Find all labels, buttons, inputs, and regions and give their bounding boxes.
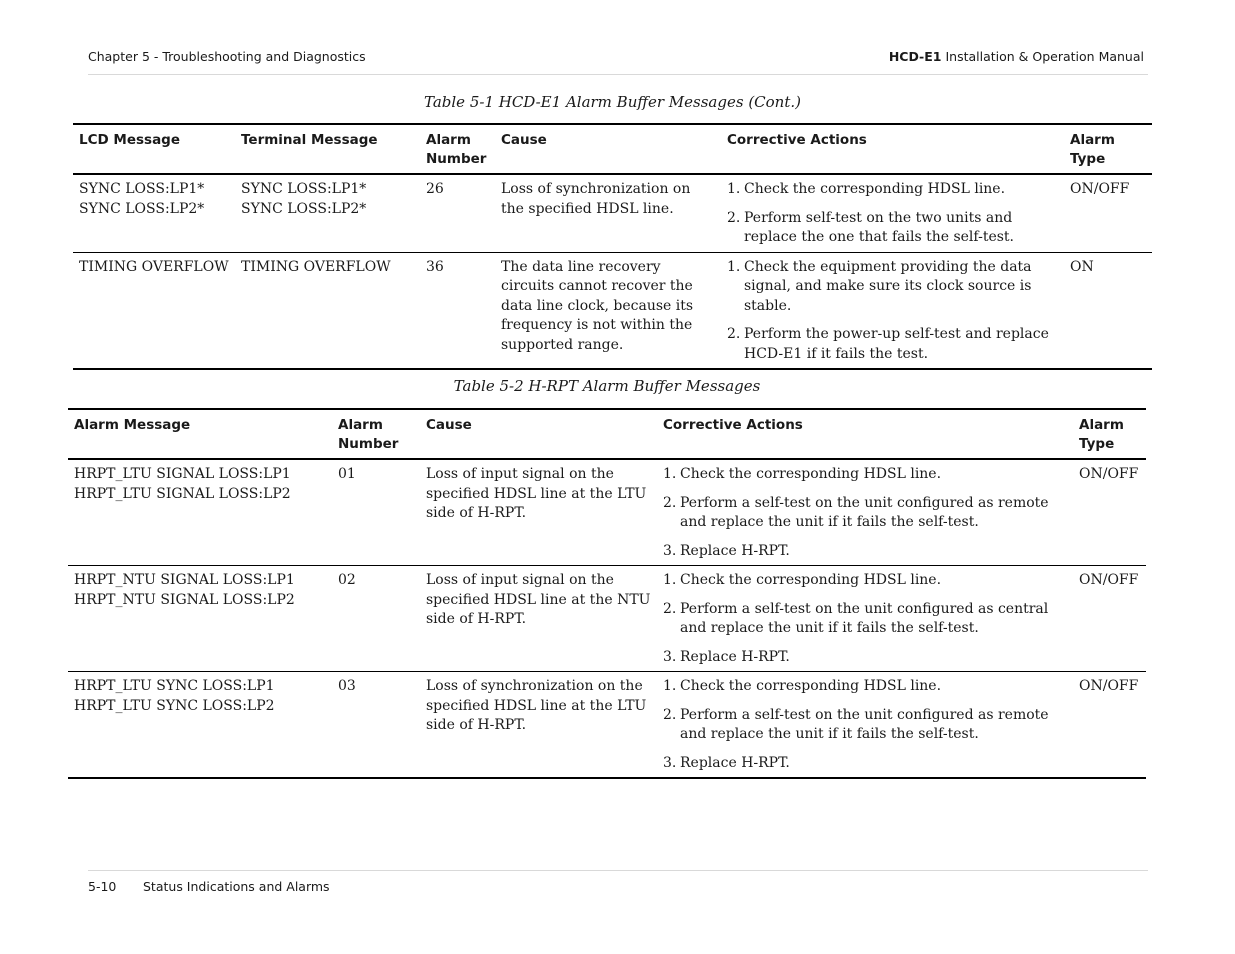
action-item xyxy=(663,706,1067,745)
action-text: Perform a self-test on the unit configured as remote and replace the unit if it fails the self-test. xyxy=(680,494,1049,530)
action-text: Check the corresponding HDSL line. xyxy=(680,466,942,482)
action-item xyxy=(663,754,1067,774)
action-item xyxy=(663,494,1067,533)
actions-cell xyxy=(657,459,1073,566)
cause-cell: Loss of input signal on the specified HDSL line at the NTU side of H-RPT. xyxy=(420,566,657,672)
action-number: 3. xyxy=(663,542,677,559)
cause-cell: Loss of synchronization on the specified HDSL line at the LTU side of H-RPT. xyxy=(420,672,657,779)
alarm-message-line: HRPT_LTU SIGNAL LOSS:LP1 xyxy=(74,466,291,482)
table-row xyxy=(73,174,1152,252)
page-number: 5-10 xyxy=(88,879,117,894)
col-terminal-message: Terminal Message xyxy=(235,124,420,174)
actions-cell xyxy=(657,672,1073,779)
alarm-message-cell xyxy=(68,672,332,779)
action-item xyxy=(663,677,1067,697)
action-text: Perform a self-test on the unit configured as remote and replace the unit if it fails the self-test. xyxy=(680,706,1049,742)
action-text: Replace H-RPT. xyxy=(680,542,790,559)
terminal-message-cell xyxy=(235,174,420,252)
action-text: Check the corresponding HDSL line. xyxy=(744,181,1006,197)
alarm-message-cell xyxy=(68,566,332,672)
alarm-type-line2: Type xyxy=(1070,151,1106,167)
col-cause: Cause xyxy=(495,124,721,174)
alarm-type-cell: ON/OFF xyxy=(1064,174,1152,252)
lcd-message-line: SYNC LOSS:LP1* xyxy=(79,181,205,197)
terminal-message-cell xyxy=(235,252,420,369)
table2-caption: Table 5-2 H-RPT Alarm Buffer Messages xyxy=(453,377,761,395)
alarm-number-cell: 26 xyxy=(420,174,495,252)
action-number: 3. xyxy=(663,648,677,665)
action-item xyxy=(727,325,1058,364)
table-row xyxy=(73,252,1152,369)
lcd-message-cell xyxy=(73,174,235,252)
alarm-message-line: HRPT_NTU SIGNAL LOSS:LP1 xyxy=(74,572,295,588)
manual-title xyxy=(889,49,1144,64)
action-text: Replace H-RPT. xyxy=(680,754,790,771)
alarm-number-line2: Number xyxy=(338,436,399,452)
actions-list xyxy=(727,258,1058,365)
page-footer xyxy=(88,870,1148,894)
chapter-title: Chapter 5 - Troubleshooting and Diagnostics xyxy=(88,49,366,64)
actions-list xyxy=(663,677,1067,773)
lcd-message-line: TIMING OVERFLOW xyxy=(79,258,229,275)
cause-cell: The data line recovery circuits cannot recover the data line clock, because its frequency is not within the supported range. xyxy=(495,252,721,369)
action-text: Perform self-test on the two units and replace the one that fails the self-test. xyxy=(744,209,1014,245)
action-number: 2. xyxy=(727,326,741,342)
alarm-type-cell: ON/OFF xyxy=(1073,566,1146,672)
alarm-number-line1: Alarm xyxy=(426,132,471,148)
action-number: 1. xyxy=(727,181,741,197)
col-cause: Cause xyxy=(420,409,657,459)
action-number: 1. xyxy=(663,572,677,588)
table2-header-row xyxy=(68,409,1146,459)
action-item xyxy=(727,180,1058,200)
action-text: Replace H-RPT. xyxy=(680,648,790,665)
action-text: Perform the power-up self-test and replace HCD-E1 if it fails the test. xyxy=(744,326,1049,362)
actions-cell xyxy=(657,566,1073,672)
action-number: 2. xyxy=(663,600,677,617)
alarm-message-line: HRPT_LTU SYNC LOSS:LP2 xyxy=(74,697,275,714)
action-number: 2. xyxy=(727,209,741,226)
action-number: 1. xyxy=(663,678,677,694)
col-corrective-actions: Corrective Actions xyxy=(721,124,1064,174)
table-row xyxy=(68,566,1146,672)
alarm-type-line2: Type xyxy=(1079,436,1115,452)
section-name: Status Indications and Alarms xyxy=(143,879,330,894)
table1-header-row xyxy=(73,124,1152,174)
lcd-message-cell xyxy=(73,252,235,369)
action-text: Perform a self-test on the unit configured as central and replace the unit if it fails the self-test. xyxy=(680,600,1049,636)
cause-cell: Loss of synchronization on the specified HDSL line. xyxy=(495,174,721,252)
action-item xyxy=(663,542,1067,562)
terminal-message-line: SYNC LOSS:LP1* xyxy=(241,181,367,197)
actions-cell xyxy=(721,252,1064,369)
alarm-type-cell: ON/OFF xyxy=(1073,672,1146,779)
lcd-message-line: SYNC LOSS:LP2* xyxy=(79,200,205,217)
alarm-type-line1: Alarm xyxy=(1079,417,1124,433)
table2 xyxy=(68,408,1146,779)
col-alarm-type xyxy=(1064,124,1152,174)
action-text: Check the corresponding HDSL line. xyxy=(680,678,942,694)
alarm-number-cell: 03 xyxy=(332,672,420,779)
alarm-type-line1: Alarm xyxy=(1070,132,1115,148)
alarm-number-cell: 01 xyxy=(332,459,420,566)
product-name: HCD-E1 xyxy=(888,49,942,64)
terminal-message-line: SYNC LOSS:LP2* xyxy=(241,200,367,217)
col-alarm-number xyxy=(420,124,495,174)
actions-list xyxy=(727,180,1058,248)
col-lcd-message: LCD Message xyxy=(73,124,235,174)
col-alarm-type xyxy=(1073,409,1146,459)
alarm-message-cell xyxy=(68,459,332,566)
col-alarm-message: Alarm Message xyxy=(68,409,332,459)
cause-cell: Loss of input signal on the specified HDSL line at the LTU side of H-RPT. xyxy=(420,459,657,566)
action-number: 2. xyxy=(663,494,677,511)
action-number: 1. xyxy=(727,258,741,275)
alarm-message-line: HRPT_LTU SYNC LOSS:LP1 xyxy=(74,678,275,694)
col-corrective-actions: Corrective Actions xyxy=(657,409,1073,459)
page-header xyxy=(88,48,1148,75)
action-text: Check the corresponding HDSL line. xyxy=(680,572,942,588)
alarm-message-line: HRPT_NTU SIGNAL LOSS:LP2 xyxy=(74,591,295,608)
table1-caption: Table 5-1 HCD-E1 Alarm Buffer Messages (Cont.) xyxy=(424,93,801,111)
alarm-number-cell: 02 xyxy=(332,566,420,672)
alarm-type-cell: ON/OFF xyxy=(1073,459,1146,566)
actions-cell xyxy=(721,174,1064,252)
action-item xyxy=(663,648,1067,668)
manual-name: Installation & Operation Manual xyxy=(941,49,1144,64)
col-alarm-number xyxy=(332,409,420,459)
alarm-number-cell: 36 xyxy=(420,252,495,369)
alarm-number-line2: Number xyxy=(426,151,487,167)
table-row xyxy=(68,459,1146,566)
actions-list xyxy=(663,571,1067,667)
action-item xyxy=(727,209,1058,248)
alarm-number-line1: Alarm xyxy=(338,417,383,433)
action-item xyxy=(727,258,1058,317)
action-number: 2. xyxy=(663,706,677,723)
actions-list xyxy=(663,465,1067,561)
alarm-message-line: HRPT_LTU SIGNAL LOSS:LP2 xyxy=(74,485,291,502)
action-item xyxy=(663,465,1067,485)
terminal-message-line: TIMING OVERFLOW xyxy=(241,258,391,275)
action-number: 1. xyxy=(663,466,677,482)
table-row xyxy=(68,672,1146,779)
table1 xyxy=(73,123,1152,370)
action-item xyxy=(663,571,1067,591)
alarm-type-cell: ON xyxy=(1064,252,1152,369)
action-item xyxy=(663,600,1067,639)
action-number: 3. xyxy=(663,754,677,771)
action-text: Check the equipment providing the data signal, and make sure its clock source is stable. xyxy=(744,258,1032,314)
